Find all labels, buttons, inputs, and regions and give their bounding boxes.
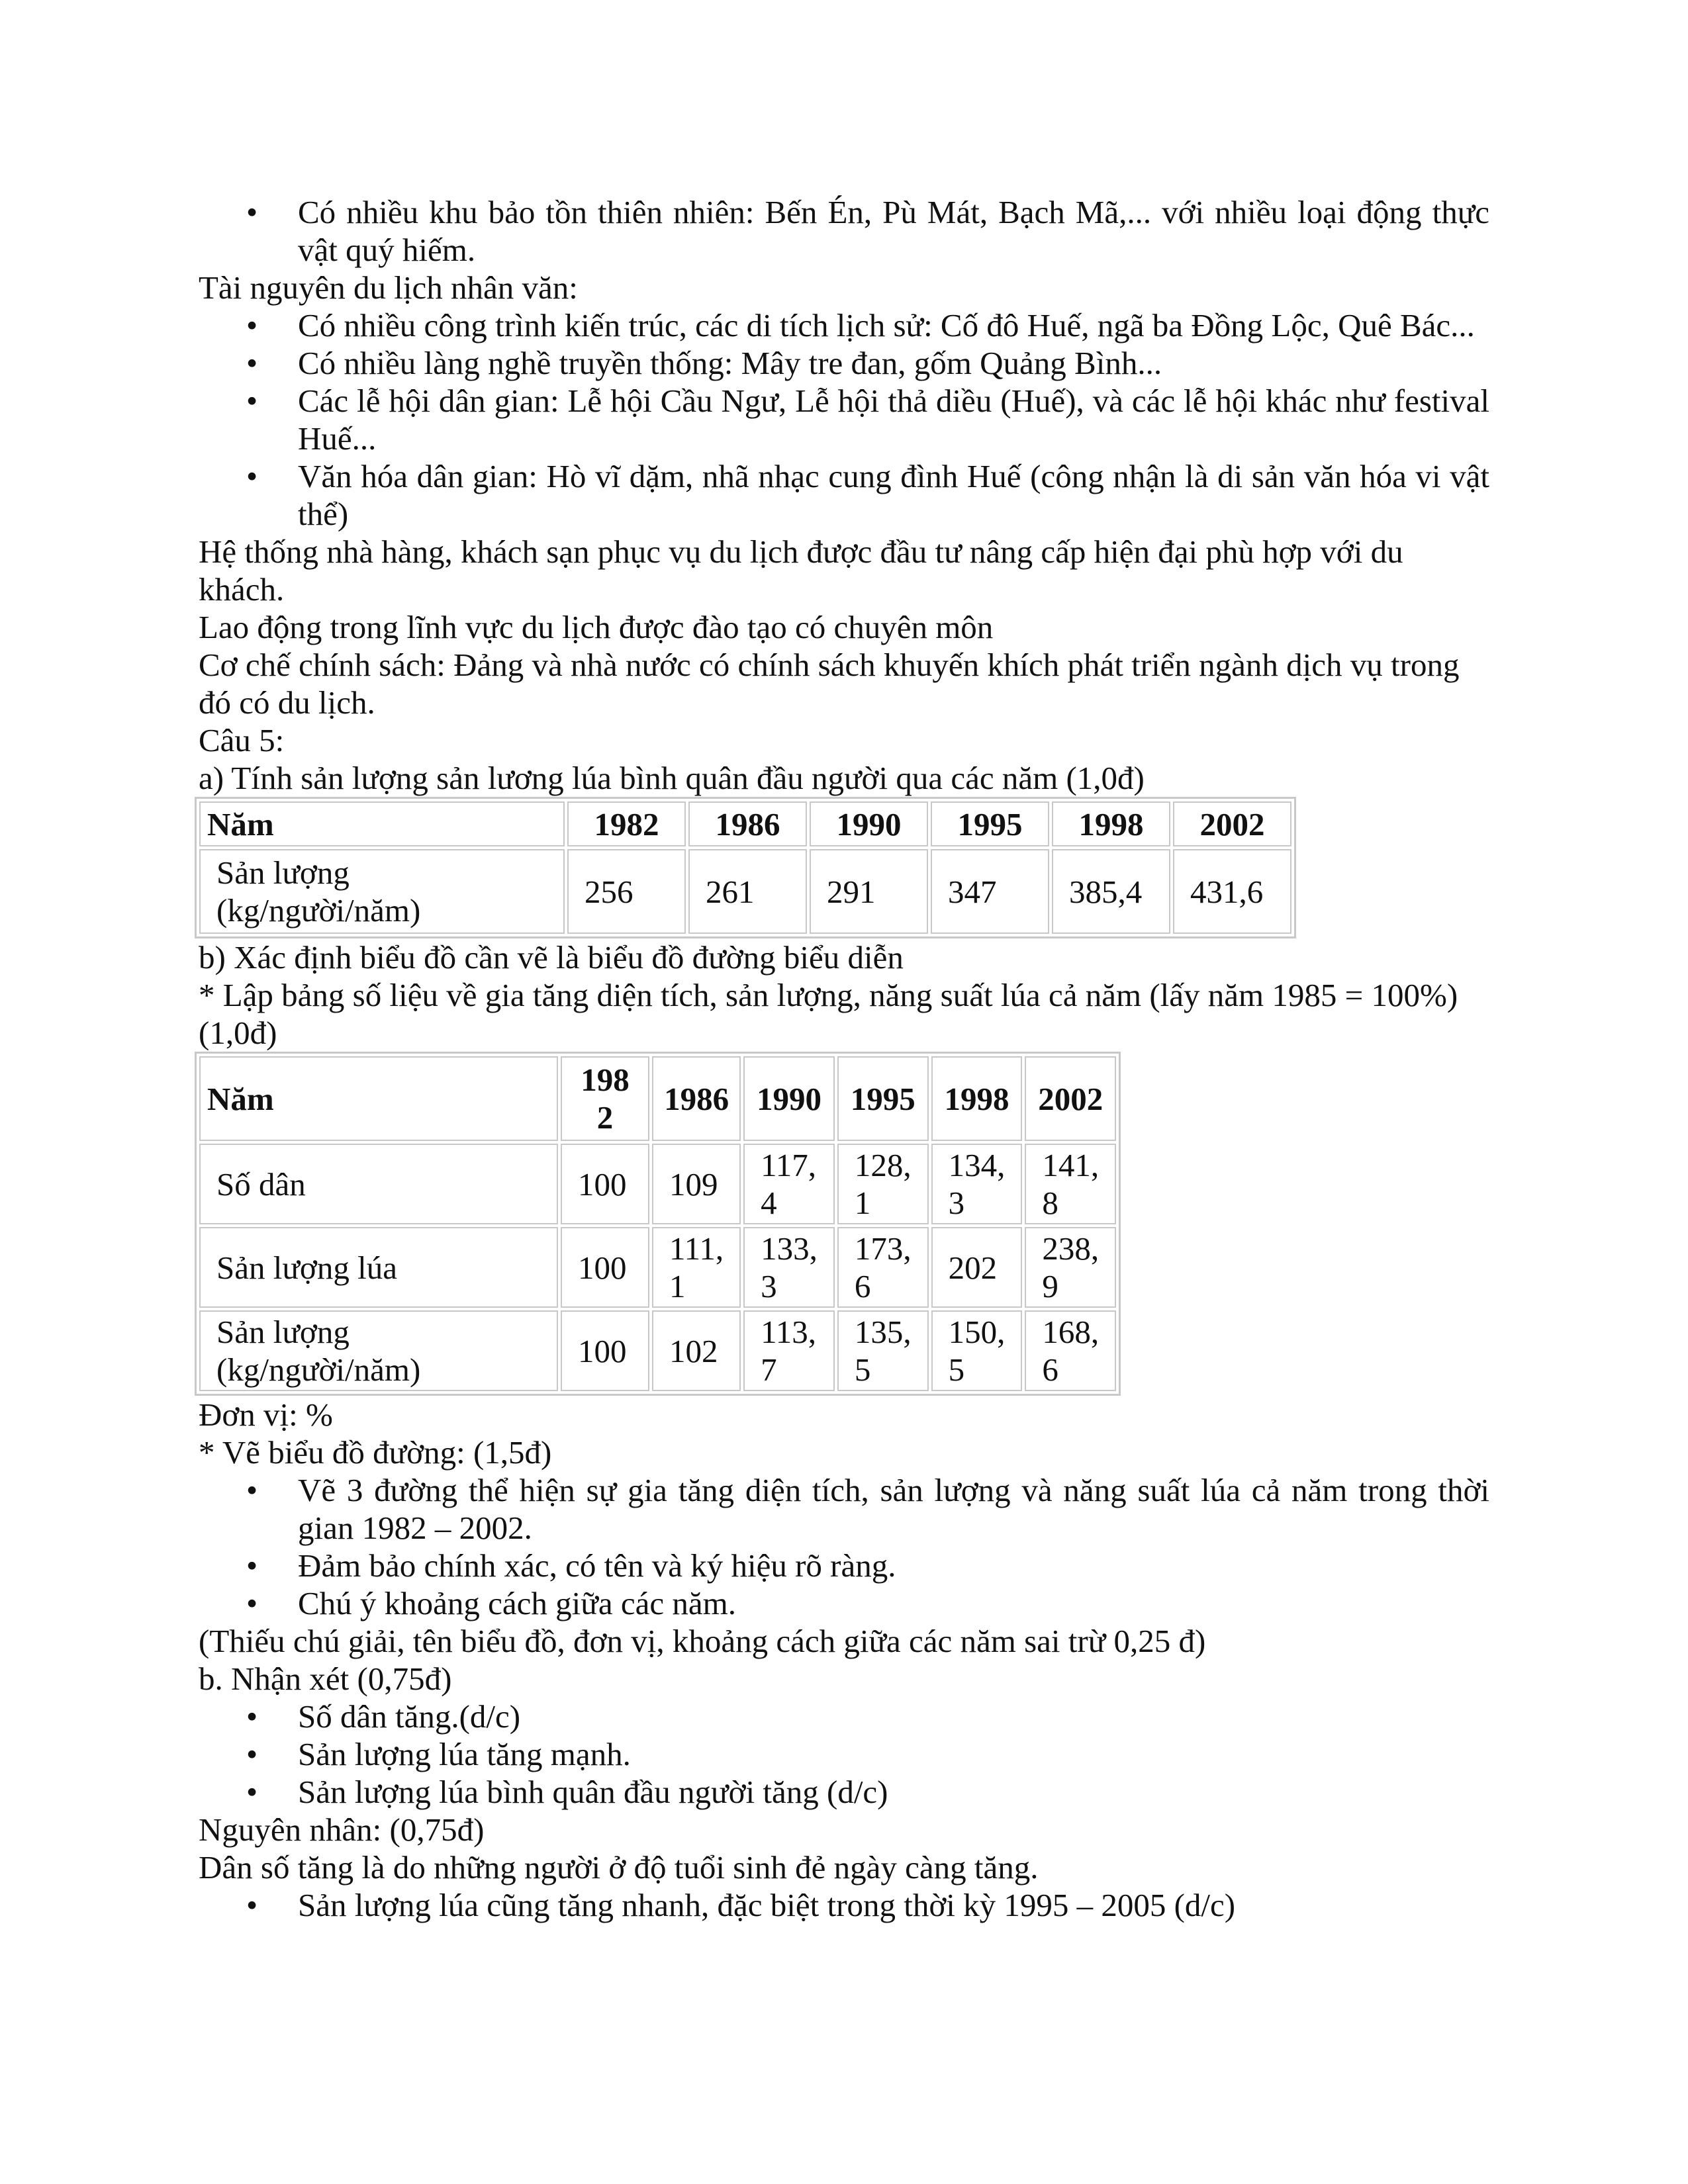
table-cell: 111, 1	[652, 1227, 741, 1308]
table-header-row	[199, 1056, 1116, 1141]
bullet-list-observations	[199, 1698, 1489, 1811]
list-item: • Sản lượng lúa bình quân đầu người tăng (d/c)	[199, 1773, 1489, 1811]
table-header-cell: 1998	[931, 1056, 1023, 1141]
table-header-cell: 1986	[652, 1056, 741, 1141]
table-row-label: Số dân	[199, 1144, 558, 1224]
list-item: • Sản lượng lúa cũng tăng nhanh, đặc biệt trong thời kỳ 1995 – 2005 (d/c)	[199, 1886, 1489, 1924]
table-cell: 168, 6	[1025, 1310, 1116, 1391]
list-item: • Vẽ 3 đường thể hiện sự gia tăng diện tích, sản lượng và năng suất lúa cả năm trong thời gian 1982 – 2002.	[199, 1471, 1489, 1547]
table-header-cell: 2002	[1173, 801, 1291, 846]
table-cell: 431,6	[1173, 849, 1291, 934]
table-header-cell: 198 2	[561, 1056, 649, 1141]
table-growth-index	[195, 1052, 1121, 1396]
table-cell: 150, 5	[931, 1310, 1023, 1391]
nguyen-nhan-heading: Nguyên nhân: (0,75đ)	[199, 1811, 485, 1848]
table-cell: 291	[810, 849, 928, 934]
heading-nhan-van: Tài nguyên du lịch nhân văn:	[199, 269, 578, 306]
table-row	[199, 1310, 1116, 1391]
list-item: • Có nhiều làng nghề truyền thống: Mây tre đan, gốm Quảng Bình...	[199, 344, 1489, 382]
table-header-cell: 1986	[688, 801, 807, 846]
table-cell: 102	[652, 1310, 741, 1391]
table-header-cell: 1990	[743, 1056, 835, 1141]
table-row	[199, 1227, 1116, 1308]
table-cell: 100	[561, 1310, 649, 1391]
table-cell: 385,4	[1052, 849, 1170, 934]
table-cell: 141, 8	[1025, 1144, 1116, 1224]
list-item: • Văn hóa dân gian: Hò vĩ dặm, nhã nhạc cung đình Huế (công nhận là di sản văn hóa vi vật thể)	[199, 457, 1489, 533]
ve-bieu-do-heading: * Vẽ biểu đồ đường: (1,5đ)	[199, 1434, 552, 1471]
table-cell: 202	[931, 1227, 1023, 1308]
table-cell: 100	[561, 1144, 649, 1224]
table-cell: 135, 5	[837, 1310, 929, 1391]
table-row	[199, 849, 1291, 934]
table-cell: 134, 3	[931, 1144, 1023, 1224]
nhan-xet-heading: b. Nhận xét (0,75đ)	[199, 1661, 452, 1697]
penalty-note: (Thiếu chú giải, tên biểu đồ, đơn vị, khoảng cách giữa các năm sai trừ 0,25 đ)	[199, 1623, 1206, 1659]
table-row-label: Sản lượng (kg/người/năm)	[199, 1310, 558, 1391]
table-header-cell: 1982	[567, 801, 686, 846]
part-b-heading: b) Xác định biểu đồ cần vẽ là biểu đồ đường biểu diễn	[199, 939, 904, 976]
table-row-label: Sản lượng lúa	[199, 1227, 558, 1308]
paragraph-lao-dong: Lao động trong lĩnh vực du lịch được đào tạo có chuyên môn	[199, 609, 994, 645]
table-cell: 117, 4	[743, 1144, 835, 1224]
table-cell: 109	[652, 1144, 741, 1224]
table-header-cell: 1995	[931, 801, 1049, 846]
table-cell: 133, 3	[743, 1227, 835, 1308]
paragraph-he-thong: Hệ thống nhà hàng, khách sạn phục vụ du lịch được đầu tư nâng cấp hiện đại phù hợp với du khách.	[199, 533, 1403, 608]
list-item: • Có nhiều công trình kiến trúc, các di tích lịch sử: Cố đô Huế, ngã ba Đồng Lộc, Quê Bác...	[199, 306, 1489, 344]
table-header-cell: Năm	[199, 1056, 558, 1141]
table-cell: 100	[561, 1227, 649, 1308]
list-item: • Sản lượng lúa tăng mạnh.	[199, 1735, 1489, 1773]
paragraph-dan-so: Dân số tăng là do những người ở độ tuổi sinh đẻ ngày càng tăng.	[199, 1849, 1039, 1886]
table-cell: 238, 9	[1025, 1227, 1116, 1308]
table-row	[199, 1144, 1116, 1224]
bullet-list-chart-instructions	[199, 1471, 1489, 1622]
table-cell: 113, 7	[743, 1310, 835, 1391]
table-row-label: Sản lượng (kg/người/năm)	[199, 849, 565, 934]
table-cell: 128, 1	[837, 1144, 929, 1224]
unit-note: Đơn vị: %	[199, 1396, 333, 1433]
bullet-list-causes	[199, 1886, 1489, 1924]
list-item: • Chú ý khoảng cách giữa các năm.	[199, 1584, 1489, 1622]
lap-bang-heading: * Lập bảng số liệu về gia tăng diện tích, sản lượng, năng suất lúa cả năm (lấy năm 1985 = 100%) (1,0đ)	[199, 977, 1458, 1051]
paragraph-co-che: Cơ chế chính sách: Đảng và nhà nước có chính sách khuyến khích phát triển ngành dịch vụ trong đó có du lịch.	[199, 647, 1460, 721]
table-header-cell: Năm	[199, 801, 565, 846]
list-item: • Có nhiều khu bảo tồn thiên nhiên: Bến Én, Pù Mát, Bạch Mã,... với nhiều loại động thực vật quý hiếm.	[199, 193, 1489, 269]
list-item: • Đảm bảo chính xác, có tên và ký hiệu rõ ràng.	[199, 1547, 1489, 1584]
list-item: • Số dân tăng.(d/c)	[199, 1698, 1489, 1735]
table-header-row	[199, 801, 1291, 846]
table-rice-per-capita	[195, 797, 1296, 938]
table-cell: 173, 6	[837, 1227, 929, 1308]
heading-cau-5: Câu 5:	[199, 722, 285, 758]
table-cell: 256	[567, 849, 686, 934]
part-a-heading: a) Tính sản lượng sản lương lúa bình quân đầu người qua các năm (1,0đ)	[199, 760, 1145, 796]
document-page	[199, 193, 1489, 1924]
table-header-cell: 1998	[1052, 801, 1170, 846]
table-header-cell: 1995	[837, 1056, 929, 1141]
table-header-cell: 2002	[1025, 1056, 1116, 1141]
bullet-list-nature	[199, 193, 1489, 269]
table-cell: 347	[931, 849, 1049, 934]
table-cell: 261	[688, 849, 807, 934]
table-header-cell: 1990	[810, 801, 928, 846]
bullet-list-culture	[199, 306, 1489, 533]
list-item: • Các lễ hội dân gian: Lễ hội Cầu Ngư, Lễ hội thả diều (Huế), và các lễ hội khác như festival Huế...	[199, 382, 1489, 457]
